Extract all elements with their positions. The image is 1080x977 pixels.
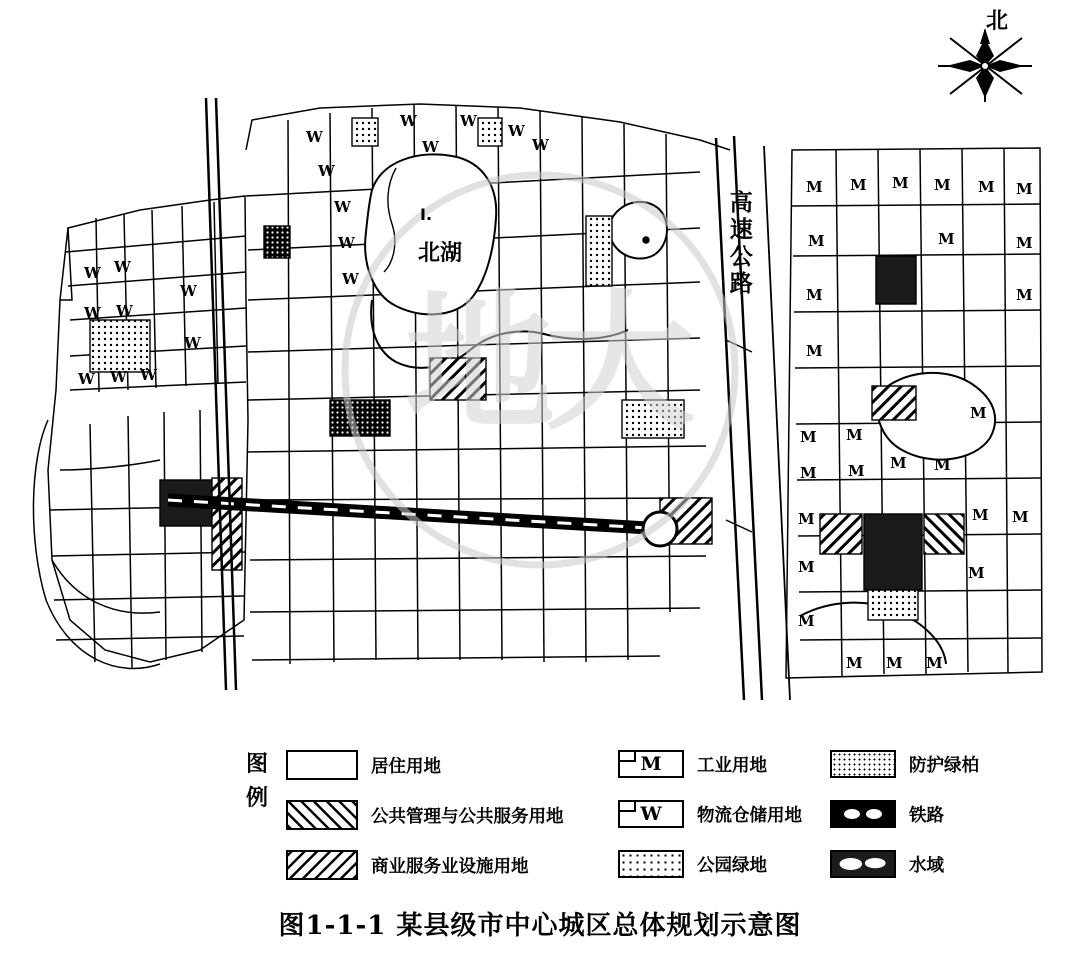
letter-w-icon: W [640, 803, 662, 825]
svg-text:W: W [180, 282, 197, 300]
legend-item-park-green [618, 850, 767, 878]
legend-label-protective-green: 防护绿柏 [909, 755, 979, 776]
notch-corner-icon [618, 750, 636, 762]
swatch-railway [830, 800, 896, 828]
svg-text:M: M [850, 176, 867, 194]
water-blob-icon [832, 852, 894, 876]
highway-label: 高速公路 [725, 190, 752, 298]
svg-text:W: W [116, 302, 133, 320]
svg-text:M: M [800, 464, 817, 482]
svg-text:W: W [460, 112, 477, 130]
legend-item-railway [830, 800, 944, 828]
svg-text:M: M [848, 462, 865, 480]
svg-text:M: M [1016, 180, 1033, 198]
swatch-logistics-warehouse [618, 800, 684, 828]
svg-text:M: M [938, 230, 955, 248]
svg-text:M: M [890, 454, 907, 472]
svg-text:M: M [1016, 234, 1033, 252]
svg-text:M: M [806, 342, 823, 360]
legend-label-logistics-warehouse: 物流仓储用地 [697, 805, 802, 826]
svg-text:大: 大 [544, 275, 696, 451]
letter-m-icon: M [640, 753, 662, 775]
svg-text:W: W [140, 366, 157, 384]
swatch-residential [286, 750, 358, 780]
svg-text:M: M [806, 286, 823, 304]
legend-label-residential: 居住用地 [371, 756, 441, 777]
svg-text:W: W [84, 264, 101, 282]
svg-text:M: M [926, 654, 943, 672]
legend-label-water: 水域 [909, 855, 944, 876]
swatch-public-admin-service [286, 800, 358, 830]
svg-text:W: W [400, 112, 417, 130]
svg-text:M: M [972, 506, 989, 524]
svg-text:M: M [892, 174, 909, 192]
legend-item-commercial-service [286, 850, 529, 880]
north-label: 北 [986, 9, 1009, 34]
svg-text:W: W [114, 258, 131, 276]
railway-bar-icon [830, 800, 896, 828]
legend-item-public-admin-service [286, 800, 564, 830]
svg-text:M: M [806, 178, 823, 196]
svg-text:M: M [800, 428, 817, 446]
svg-text:M: M [798, 510, 815, 528]
swatch-industrial [618, 750, 684, 778]
legend-item-residential [286, 750, 441, 780]
svg-text:M: M [808, 232, 825, 250]
svg-text:M: M [846, 654, 863, 672]
svg-text:M: M [886, 654, 903, 672]
svg-text:M: M [798, 612, 815, 630]
svg-text:M: M [968, 564, 985, 582]
legend-label-public-admin-service: 公共管理与公共服务用地 [371, 806, 564, 827]
notch-corner-icon [618, 800, 636, 812]
svg-text:W: W [110, 368, 127, 386]
legend-item-protective-green [830, 750, 979, 778]
swatch-protective-green [830, 750, 896, 778]
legend [228, 740, 1028, 890]
svg-text:W: W [84, 304, 101, 322]
swatch-commercial-service [286, 850, 358, 880]
svg-text:W: W [422, 138, 439, 156]
lake-marker: I. [420, 205, 433, 224]
legend-label-park-green: 公园绿地 [697, 855, 767, 876]
figure-caption: 图1-1-1 某县级市中心城区总体规划示意图 [278, 911, 802, 941]
swatch-water [830, 850, 896, 878]
svg-text:W: W [78, 370, 95, 388]
swatch-park-green [618, 850, 684, 878]
legend-item-industrial [618, 750, 767, 778]
svg-text:W: W [508, 122, 525, 140]
legend-label-industrial: 工业用地 [697, 755, 767, 776]
svg-text:W: W [338, 234, 355, 252]
legend-label-railway: 铁路 [909, 805, 944, 826]
svg-text:M: M [970, 404, 987, 422]
lake-label: 北湖 [418, 241, 463, 266]
svg-text:M: M [846, 426, 863, 444]
svg-text:M: M [934, 456, 951, 474]
legend-item-logistics-warehouse [618, 800, 802, 828]
svg-text:W: W [334, 198, 351, 216]
svg-text:W: W [318, 162, 335, 180]
svg-text:M: M [1012, 508, 1029, 526]
svg-text:M: M [934, 176, 951, 194]
svg-text:W: W [306, 128, 323, 146]
legend-label-commercial-service: 商业服务业设施用地 [371, 856, 529, 877]
svg-text:M: M [978, 178, 995, 196]
svg-text:M: M [1016, 286, 1033, 304]
svg-text:W: W [184, 334, 201, 352]
svg-text:M: M [798, 558, 815, 576]
svg-text:W: W [342, 270, 359, 288]
legend-item-water [830, 850, 944, 878]
svg-text:地: 地 [404, 275, 556, 451]
svg-text:W: W [532, 136, 549, 154]
legend-title: 图例 [245, 752, 268, 812]
